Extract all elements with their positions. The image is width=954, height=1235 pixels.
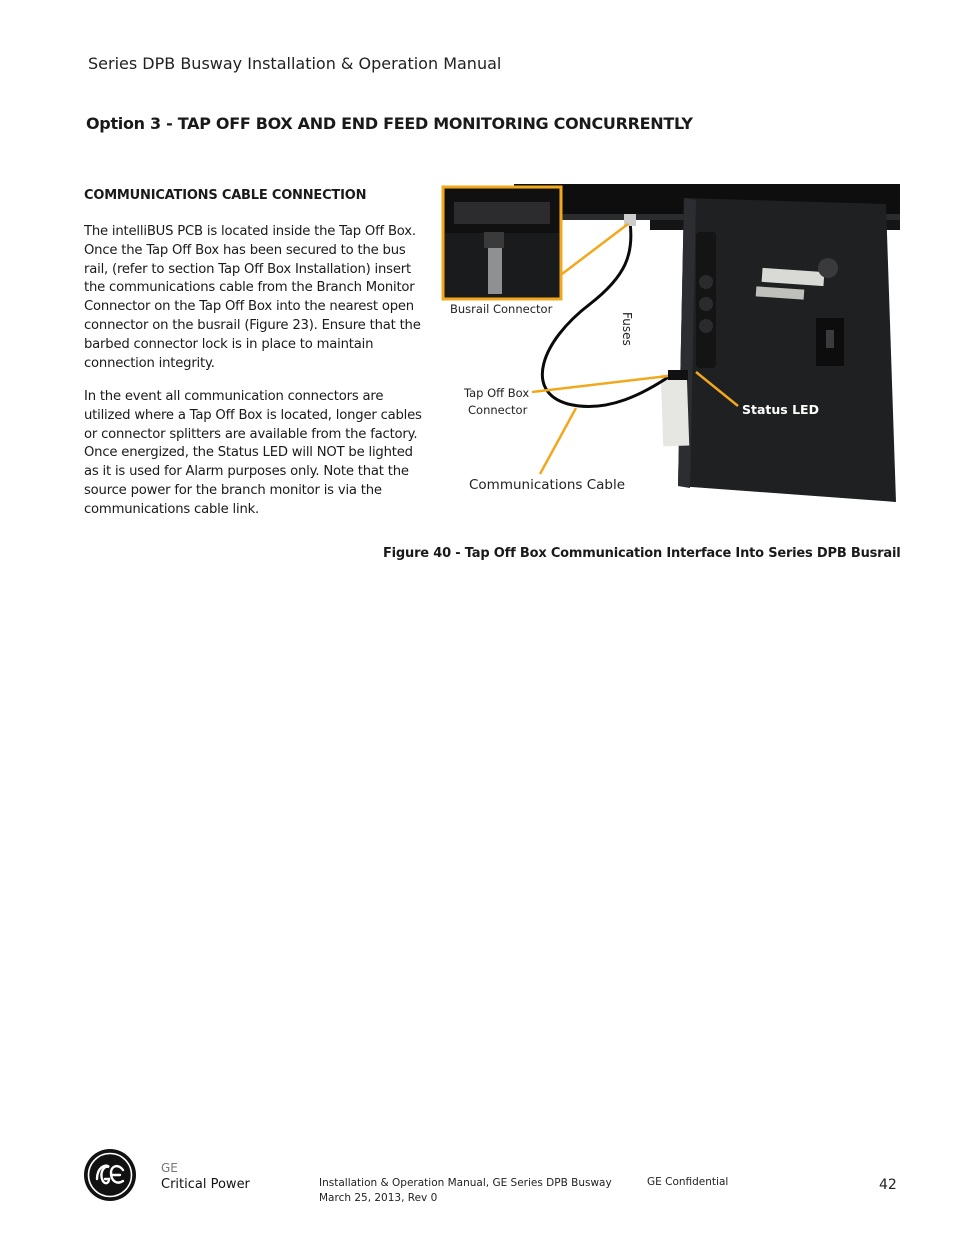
label-communications-cable: Communications Cable (469, 477, 626, 493)
handle-knob (818, 258, 838, 278)
box-side-label (661, 374, 689, 447)
label-fuses: Fuses (620, 312, 634, 346)
inset-rail-slot (454, 202, 550, 224)
breaker-switch (826, 330, 834, 348)
body-paragraph: The intelliBUS PCB is located inside the Tap Off Box. Once the Tap Off Box has been secured to the bus rail, (refer to section Tap Off Box Installation) insert the communications cable from the Branch Monitor Connector on the Tap Off Box into the nearest open connector on the busrail (Figure 23). Ensure that the barbed connector lock is in place to maintain connection integrity. (84, 224, 421, 371)
callout-line-cable (540, 408, 576, 474)
callout-line-busrail (562, 224, 628, 274)
fuse-cap (699, 297, 713, 311)
body-paragraph: In the event all communication connectors are utilized where a Tap Off Box is located, longer cables or connector splitters are available from the factory. Once energized, the Status LED will NOT be lighted as it is used for Alarm purposes only. Note that the source power for the branch monitor is via the communications cable link. (84, 389, 422, 517)
footer-document-title: Installation & Operation Manual, GE Series DPB Busway (319, 1177, 612, 1189)
footer-document-date: March 25, 2013, Rev 0 (319, 1192, 438, 1204)
subheading: COMMUNICATIONS CABLE CONNECTION (84, 188, 367, 203)
tap-off-box-figure (440, 184, 900, 514)
document-header: Series DPB Busway Installation & Operation Manual (88, 54, 502, 73)
footer-confidential: GE Confidential (647, 1176, 729, 1188)
inset-connector-head (484, 232, 504, 248)
ge-logo-icon (83, 1148, 137, 1202)
label-status-led: Status LED (742, 402, 819, 417)
section-title: Option 3 - TAP OFF BOX AND END FEED MONITORING CONCURRENTLY (86, 114, 693, 133)
figure-caption: Figure 40 - Tap Off Box Communication Interface Into Series DPB Busrail (383, 546, 901, 561)
page-number: 42 (879, 1177, 897, 1193)
fuse-cap (699, 319, 713, 333)
fuse-cap (699, 275, 713, 289)
tap-off-box-connector (668, 370, 688, 380)
footer-company: GE (161, 1161, 178, 1175)
label-busrail-connector: Busrail Connector (450, 302, 553, 316)
label-tap-off-box-connector: Connector (468, 403, 528, 417)
label-tap-off-box-connector: Tap Off Box (464, 386, 530, 400)
inset-cable (488, 248, 502, 294)
footer-division: Critical Power (161, 1177, 250, 1192)
